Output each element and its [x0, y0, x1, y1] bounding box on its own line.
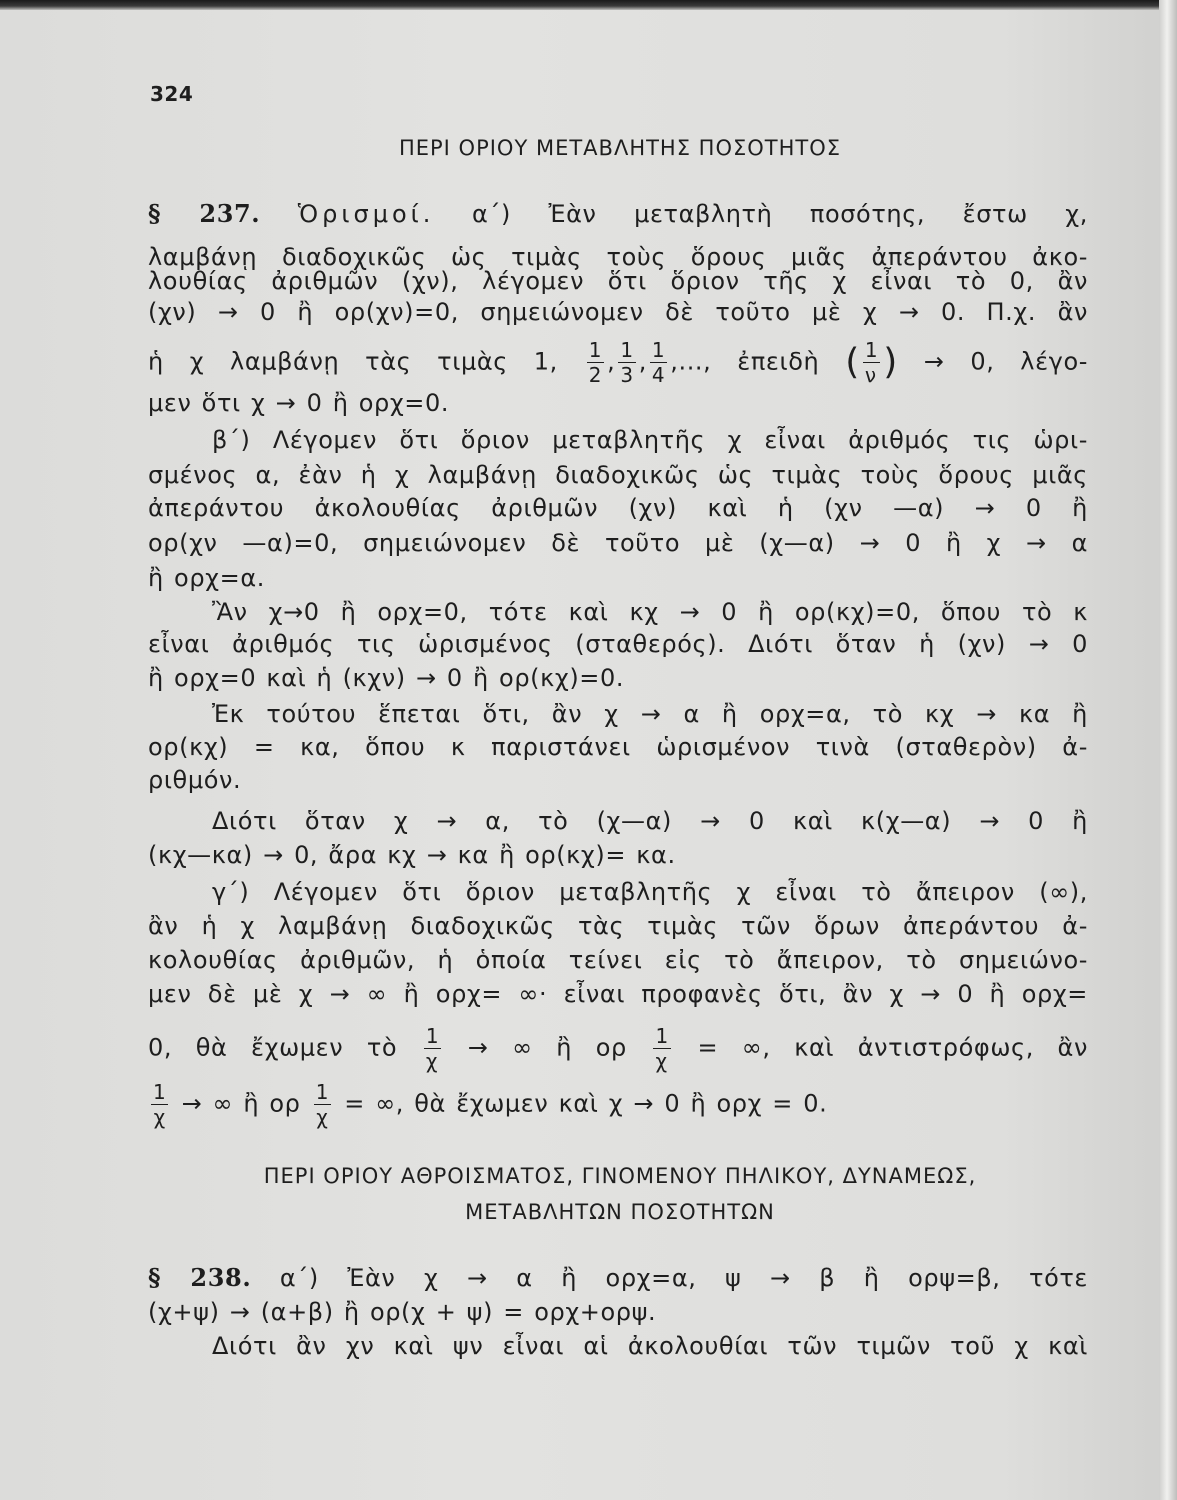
paragraph-f-line-6 [148, 1080, 1088, 1129]
paragraph-237-line-4: (χν) → 0 ἢ ορ(χν)=0, σημειώνομεν δὲ τοῦτο μὲ χ → 0. Π.χ. ἂν [148, 298, 1088, 326]
section-heading-limit-of-variable: ΠΕΡΙ ΟΡΙΟΥ ΜΕΤΑΒΛΗΤΗΣ ΠΟΣΟΤΗΤΟΣ [398, 136, 842, 160]
definitions-label: Ὁρισμοί. [297, 200, 435, 228]
paragraph-f-line-4: μεν δὲ μὲ χ → ∞ ἢ ορχ= ∞· εἶναι προφανὲς ὅτι, ἂν χ → 0 ἢ ορχ= [148, 980, 1088, 1008]
line-text: ἐπειδὴ [737, 347, 820, 376]
page-number: 324 [150, 82, 194, 106]
section-number-237: § 237. [148, 199, 261, 228]
paragraph-b-line-2: σμένος α, ἐὰν ἡ χ λαμβάνῃ διαδοχικῶς ὡς τιμὰς τοὺς ὅρους μιᾶς [148, 461, 1088, 489]
paragraph-f-line-5 [148, 1024, 1088, 1073]
paragraph-237-line-1 [148, 198, 1088, 230]
paragraph-e-line-1: Διότι ὅταν χ → α, τὸ (χ—α) → 0 καὶ κ(χ—α) → 0 ἢ [212, 807, 1088, 835]
paragraph-f-line-2: ἂν ἡ χ λαμβάνῃ διαδοχικῶς τὰς τιμὰς τῶν ὅρων ἀπεράντου ἀ- [148, 912, 1088, 940]
scan-top-edge [0, 0, 1177, 10]
line-text: ἡ χ λαμβάνῃ τὰς τιμὰς 1, [148, 347, 558, 376]
line-text: → ∞ ἢ ορ [467, 1033, 627, 1062]
line-text: → ∞ ἢ ορ [181, 1089, 301, 1118]
paragraph-238-line-2: (χ+ψ) → (α+β) ἢ ορ(χ + ψ) = ορχ+ορψ. [148, 1298, 657, 1326]
paragraph-d-line-2: ορ(κχ) = κα, ὅπου κ παριστάνει ὡρισμένον τινὰ (σταθερὸν) ἀ- [148, 733, 1088, 761]
fraction-one-over-x: $\frac{1}{\chi}$ [153, 1080, 167, 1129]
paragraph-237-line-2: λαμβάνῃ διαδοχικῶς ὡς τιμὰς τοὺς ὅρους μιᾶς ἀπεράντου ἀκο- [148, 243, 1088, 271]
paragraph-237-line-5: ἡ χ λαμβάνῃ τὰς τιμὰς 1, $\frac{1}{2}$ , $\frac{1}{3}$ , $\frac{1}{4}$ ,..., ἐπειδὴ ( $\frac{1}{\nu}$ ) → 0, λέγο- [148, 338, 1089, 387]
paragraph-b-line-1: β΄) Λέγομεν ὅτι ὅριον μεταβλητῆς χ εἶναι ἀριθμός τις ὡρι- [212, 426, 1088, 454]
line-text: = ∞, θὰ ἔχωμεν καὶ χ → 0 ἢ ορχ = 0. [344, 1089, 828, 1118]
paragraph-c-line-2: εἶναι ἀριθμός τις ὡρισμένος (σταθερός). Διότι ὅταν ἡ (χν) → 0 [148, 630, 1088, 658]
section-number-238: § 238. [148, 1263, 252, 1292]
line-text: 0, θὰ ἔχωμεν τὸ [148, 1033, 398, 1062]
paragraph-238-line-3: Διότι ἂν χν καὶ ψν εἶναι αἱ ἀκολουθίαι τῶν τιμῶν τοῦ χ καὶ [212, 1332, 1088, 1360]
section-heading-limit-of-sum: ΠΕΡΙ ΟΡΙΟΥ ΑΘΡΟΙΣΜΑΤΟΣ, ΓΙΝΟΜΕΝΟΥ ΠΗΛΙΚΟΥ, ΔΥΝΑΜΕΩΣ, [263, 1164, 977, 1188]
paragraph-f-line-3: κολουθίας ἀριθμῶν, ἡ ὁποία τείνει εἰς τὸ ἄπειρον, τὸ σημειώνο- [148, 946, 1088, 974]
paragraph-b-line-3: ἀπεράντου ἀκολουθίας ἀριθμῶν (χν) καὶ ἡ (χν —α) → 0 ἢ [148, 494, 1088, 522]
paragraph-237-line-3: λουθίας ἀριθμῶν (χν), λέγομεν ὅτι ὅριον τῆς χ εἶναι τὸ 0, ἂν [148, 267, 1088, 295]
paragraph-c-line-1: Ἂν χ→0 ἢ ορχ=0, τότε καὶ κχ → 0 ἢ ορ(κχ)=0, ὅπου τὸ κ [212, 598, 1088, 626]
fraction-one-over-x: $\frac{1}{\chi}$ [425, 1024, 440, 1073]
fraction-one-third: $\frac{1}{3}$ [620, 338, 634, 387]
paragraph-238-line-1 [148, 1262, 1088, 1294]
section-heading-limit-of-sum-cont: ΜΕΤΑΒΛΗΤΩΝ ΠΟΣΟΤΗΤΩΝ [465, 1200, 775, 1224]
fraction-one-over-x: $\frac{1}{\chi}$ [655, 1024, 669, 1073]
ellipsis: ,..., [670, 347, 712, 376]
line-text: α΄) Ἐὰν χ → α ἢ ορχ=α, ψ → β ἢ ορψ=β, τότε [279, 1264, 1088, 1292]
paragraph-d-line-3: ριθμόν. [148, 766, 242, 794]
paragraph-b-line-5: ἢ ορχ=α. [148, 564, 265, 592]
fraction-one-half: $\frac{1}{2}$ [588, 338, 603, 387]
page-right-edge [1159, 0, 1177, 1500]
fraction-one-quarter: $\frac{1}{4}$ [651, 338, 666, 387]
line-text: = ∞, καὶ ἀντιστρόφως, ἂν [697, 1033, 1088, 1062]
paragraph-d-line-1: Ἐκ τούτου ἕπεται ὅτι, ἂν χ → α ἢ ορχ=α, τὸ κχ → κα ἢ [212, 700, 1088, 728]
fraction-one-over-nu: $\frac{1}{\nu}$ [864, 338, 879, 387]
line-text: → 0, λέγο- [923, 347, 1089, 376]
paragraph-237-line-6: μεν ὅτι χ → 0 ἢ ορχ=0. [148, 389, 450, 417]
paragraph-e-line-2: (κχ—κα) → 0, ἄρα κχ → κα ἢ ορ(κχ)= κα. [148, 841, 676, 869]
paragraph-f-line-1: γ΄) Λέγομεν ὅτι ὅριον μεταβλητῆς χ εἶναι τὸ ἄπειρον (∞), [212, 878, 1088, 906]
fraction-one-over-x: $\frac{1}{\chi}$ [315, 1080, 330, 1129]
line-text: α΄) Ἐὰν μεταβλητὴ ποσότης, ἔστω χ, [471, 200, 1088, 228]
paragraph-b-line-4: ορ(χν —α)=0, σημειώνομεν δὲ τοῦτο μὲ (χ—α) → 0 ἢ χ → α [148, 529, 1088, 557]
paragraph-c-line-3: ἢ ορχ=0 καὶ ἡ (κχν) → 0 ἢ ορ(κχ)=0. [148, 664, 625, 692]
